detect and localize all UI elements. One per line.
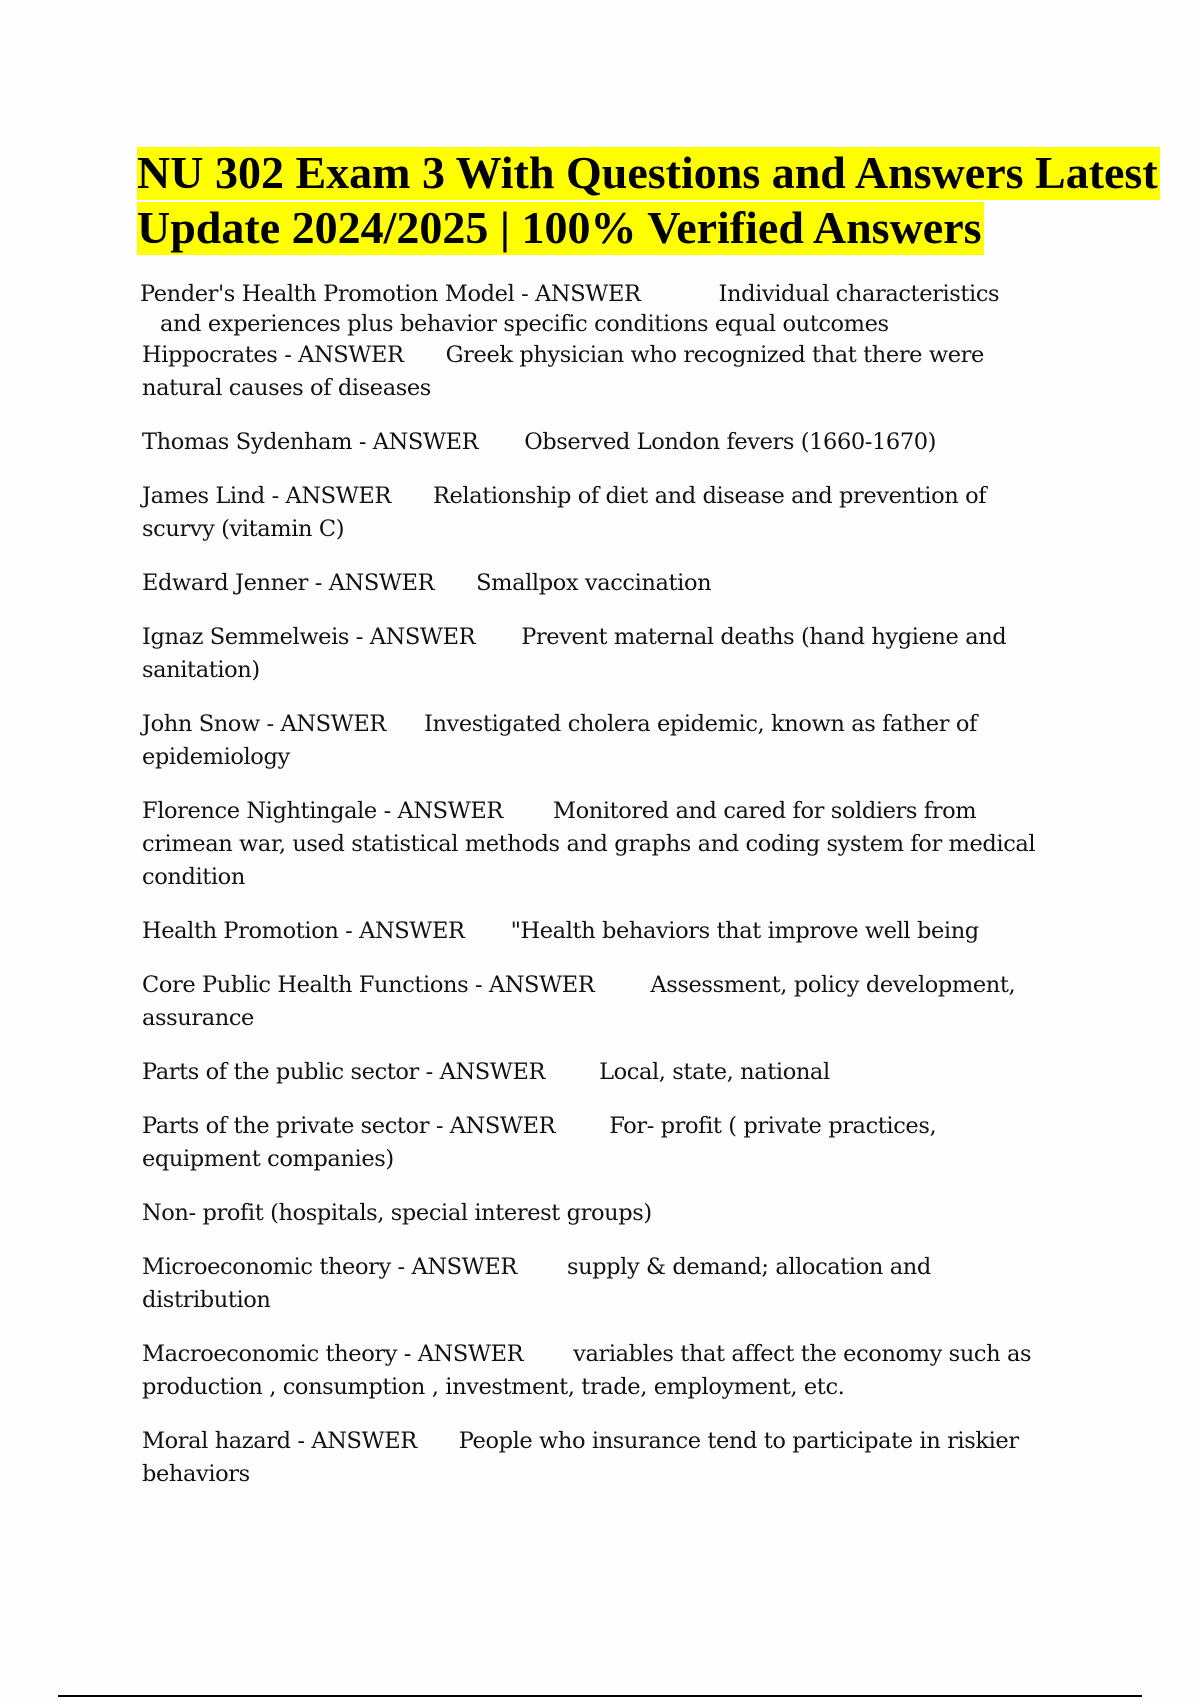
qa-answer: Individual characteristics and experiences plus behavior specific conditions equal outcomes bbox=[160, 281, 1000, 337]
qa-term: Core Public Health Functions - ANSWER bbox=[142, 972, 595, 998]
qa-entry bbox=[140, 279, 1042, 339]
qa-term: Edward Jenner - ANSWER bbox=[142, 570, 435, 596]
qa-term: Macroeconomic theory - ANSWER bbox=[142, 1341, 524, 1367]
qa-entry bbox=[142, 969, 1042, 1035]
qa-term: Parts of the public sector - ANSWER bbox=[142, 1059, 546, 1085]
qa-answer: Non- profit (hospitals, special interest groups) bbox=[142, 1200, 652, 1226]
qa-answer: variables that affect the economy such as production , consumption , investment, trade, employment, etc. bbox=[142, 1341, 1032, 1400]
qa-term: James Lind - ANSWER bbox=[142, 483, 391, 509]
highlighted-title-text: NU 302 Exam 3 With Questions and Answers Latest Update 2024/2025 | 100% Verified Answers bbox=[137, 147, 1158, 253]
qa-entry bbox=[142, 1110, 1042, 1176]
qa-term: Ignaz Semmelweis - ANSWER bbox=[142, 624, 476, 650]
qa-answer: Greek physician who recognized that there were natural causes of diseases bbox=[142, 342, 984, 401]
qa-term: Hippocrates - ANSWER bbox=[142, 342, 404, 368]
qa-entry bbox=[142, 708, 1042, 774]
qa-answer: Observed London fevers (1660-1670) bbox=[524, 429, 937, 455]
qa-term: Parts of the private sector - ANSWER bbox=[142, 1113, 556, 1139]
qa-term: Health Promotion - ANSWER bbox=[142, 918, 465, 944]
qa-entry bbox=[142, 1338, 1042, 1404]
page-bottom-rule bbox=[58, 1695, 1142, 1697]
qa-answer: Smallpox vaccination bbox=[476, 570, 712, 596]
document-title bbox=[137, 145, 1187, 255]
qa-entry bbox=[142, 426, 1042, 459]
qa-term: Pender's Health Promotion Model - ANSWER bbox=[140, 281, 641, 307]
qa-answer: Monitored and cared for soldiers from crimean war, used statistical methods and graphs and coding system for medical condition bbox=[142, 798, 1036, 890]
qa-entry bbox=[142, 915, 1042, 948]
qa-term: John Snow - ANSWER bbox=[142, 711, 386, 737]
qa-answer: Local, state, national bbox=[599, 1059, 830, 1085]
qa-answer: People who insurance tend to participate in riskier behaviors bbox=[142, 1428, 1019, 1487]
qa-term: Moral hazard - ANSWER bbox=[142, 1428, 417, 1454]
qa-entry bbox=[142, 1425, 1042, 1491]
qa-answer: For- profit ( private practices, equipment companies) bbox=[142, 1113, 937, 1172]
qa-entry bbox=[142, 1251, 1042, 1317]
qa-entry bbox=[142, 1197, 1042, 1230]
qa-list bbox=[142, 279, 1042, 1512]
qa-entry bbox=[142, 480, 1042, 546]
qa-answer: supply & demand; allocation and distribution bbox=[142, 1254, 931, 1313]
qa-entry bbox=[142, 567, 1042, 600]
qa-answer: Investigated cholera epidemic, known as father of epidemiology bbox=[142, 711, 977, 770]
qa-answer: Relationship of diet and disease and prevention of scurvy (vitamin C) bbox=[142, 483, 987, 542]
qa-term: Thomas Sydenham - ANSWER bbox=[142, 429, 479, 455]
qa-term: Florence Nightingale - ANSWER bbox=[142, 798, 503, 824]
qa-answer: "Health behaviors that improve well being bbox=[510, 918, 979, 944]
qa-entry bbox=[142, 1056, 1042, 1089]
qa-entry bbox=[142, 795, 1042, 894]
qa-answer: Assessment, policy development, assurance bbox=[142, 972, 1016, 1031]
qa-entry bbox=[142, 339, 1042, 405]
qa-answer: Prevent maternal deaths (hand hygiene and sanitation) bbox=[142, 624, 1007, 683]
qa-entry bbox=[142, 621, 1042, 687]
qa-term: Microeconomic theory - ANSWER bbox=[142, 1254, 517, 1280]
